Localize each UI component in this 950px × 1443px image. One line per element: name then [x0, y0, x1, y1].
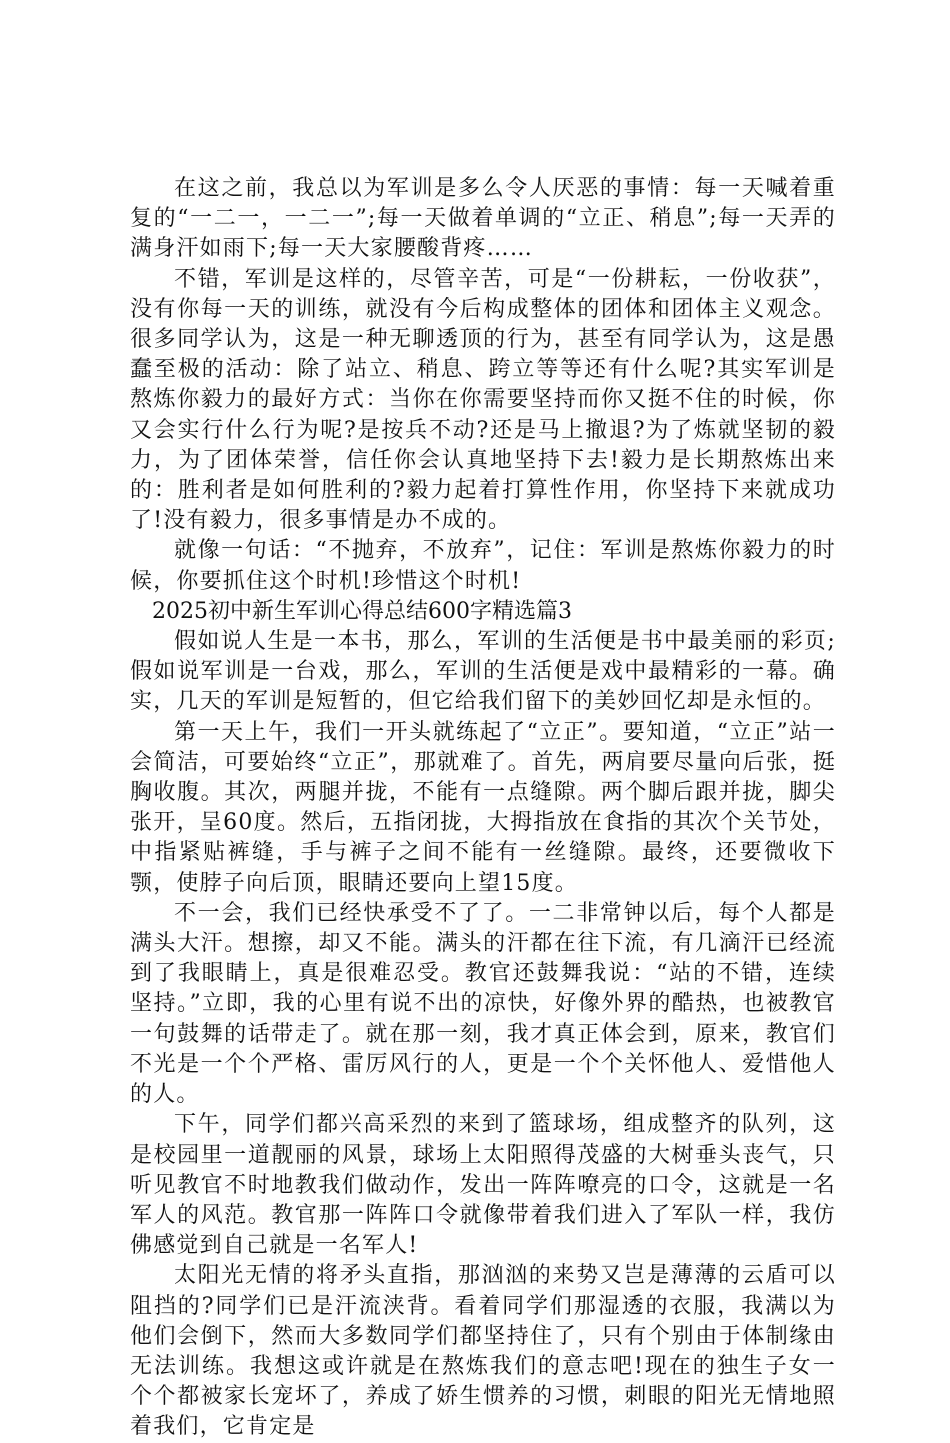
- paragraph: 不错，军训是这样的，尽管辛苦，可是“一份耕耘，一份收获”，没有你每一天的训练，就没有今后构成整体的团体和团体主义观念。很多同学认为，这是一种无聊透顶的行为，甚至有同学认为，这是愚蠢至极的活动：除了站立、稍息、跨立等等还有什么呢?其实军训是熬炼你毅力的最好方式：当你在你需要坚持而你又挺不住的时候，你又会实行什么行为呢?是按兵不动?还是马上撤退?为了炼就坚韧的毅力，为了团体荣誉，信任你会认真地坚持下去!毅力是长期熬炼出来的：胜利者是如何胜利的?毅力起着打算性作用，你坚持下来就成功了!没有毅力，很多事情是办不成的。: [130, 266, 836, 534]
- paragraph: 第一天上午，我们一开头就练起了“立正”。要知道，“立正”站一会简洁，可要始终“立正”，那就难了。首先，两肩要尽量向后张，挺胸收腹。其次，两腿并拢，不能有一点缝隙。两个脚后跟并拢，脚尖张开，呈60度。然后，五指闭拢，大拇指放在食指的其次个关节处，中指紧贴裤缝，手与裤子之间不能有一丝缝隙。最终，还要微收下颚，使脖子向后顶，眼睛还要向上望15度。: [130, 719, 836, 896]
- paragraph: 下午，同学们都兴高采烈的来到了篮球场，组成整齐的队列，这是校园里一道靓丽的风景，球场上太阳照得茂盛的大树垂头丧气，只听见教官不时地教我们做动作，发出一阵阵嘹亮的口令，这就是一名军人的风范。教官那一阵阵口令就像带着我们进入了军队一样，我仿佛感觉到自己就是一名军人!: [130, 1112, 836, 1259]
- paragraph: 不一会，我们已经快承受不了了。一二非常钟以后，每个人都是满头大汗。想擦，却又不能。满头的汗都在往下流，有几滴汗已经流到了我眼睛上，真是很难忍受。教官还鼓舞我说：“站的不错，连续坚持。”立即，我的心里有说不出的凉快，好像外界的酷热，也被教官一句鼓舞的话带走了。就在那一刻，我才真正体会到，原来，教官们不光是一个个严格、雷厉风行的人，更是一个个关怀他人、爱惜他人的人。: [130, 900, 836, 1108]
- paragraph: 在这之前，我总以为军训是多么令人厌恶的事情：每一天喊着重复的“一二一，一二一”;每一天做着单调的“立正、稍息”;每一天弄的满身汗如雨下;每一天大家腰酸背疼……: [130, 176, 836, 262]
- section-heading: 2025初中新生军训心得总结600字精选篇3: [152, 598, 572, 624]
- paragraph: 就像一句话：“不抛弃，不放弃”，记住：军训是熬炼你毅力的时候，你要抓住这个时机!珍惜这个时机!: [130, 538, 836, 594]
- paragraph: 太阳光无情的将矛头直指，那汹汹的来势又岂是薄薄的云盾可以阻挡的?同学们已是汗流浃背。看着同学们那湿透的衣服，我满以为他们会倒下，然而大多数同学们都坚持住了，只有个别由于体制缘由无法训练。我想这或许就是在熬炼我们的意志吧!现在的独生子女一个个都被家长宠坏了，养成了娇生惯养的习惯，刺眼的阳光无情地照着我们，它肯定是: [130, 1263, 836, 1440]
- document-body: [130, 174, 836, 1443]
- paragraph: 假如说人生是一本书，那么，军训的生活便是书中最美丽的彩页;假如说军训是一台戏，那么，军训的生活便是戏中最精彩的一幕。确实，几天的军训是短暂的，但它给我们留下的美妙回忆却是永恒的。: [130, 629, 836, 715]
